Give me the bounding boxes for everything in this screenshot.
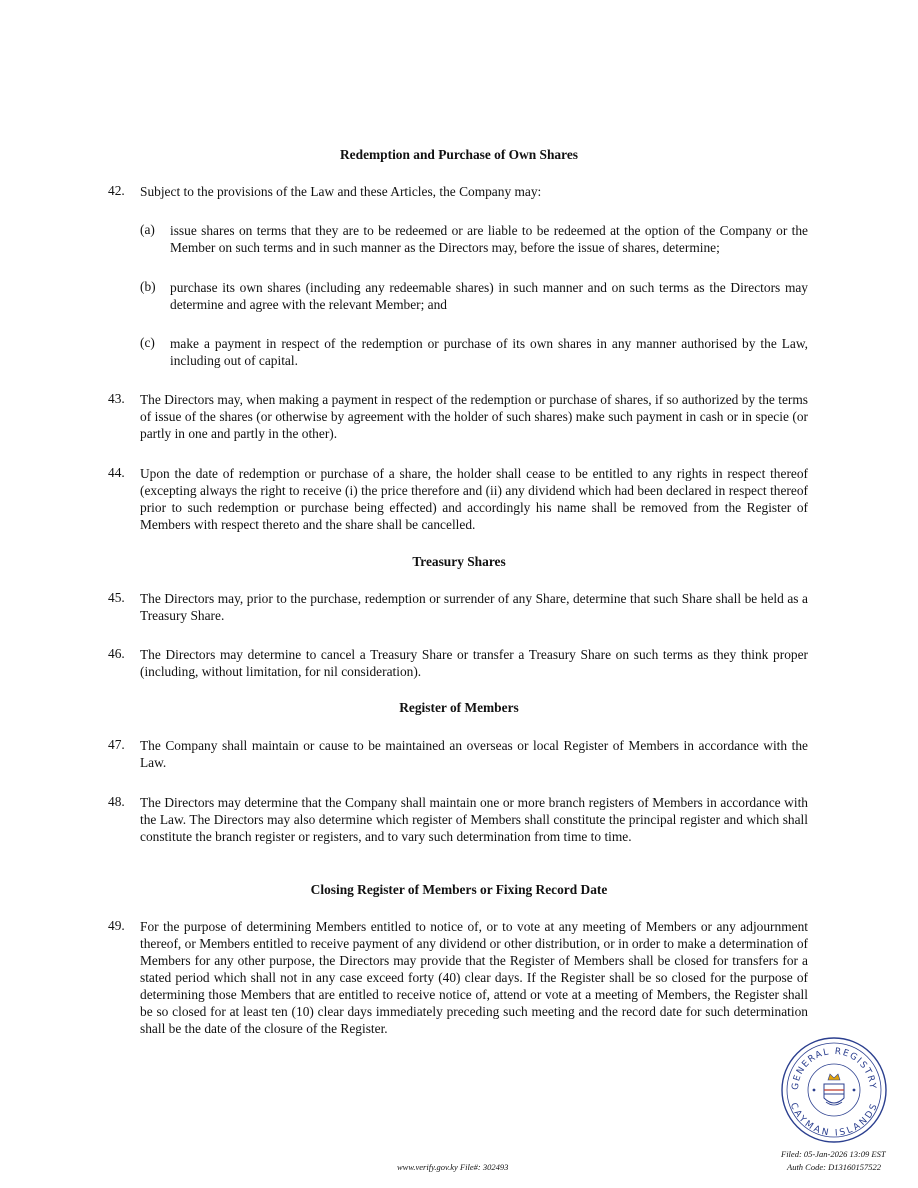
- item-text-b: purchase its own shares (including any redeemable shares) in such manner and on such terms as the Directors may determine and agree with the relevant Member; and: [170, 280, 808, 312]
- section-heading-closing: Closing Register of Members or Fixing Record Date: [310, 882, 608, 897]
- seal-bottom-text: CAYMAN ISLANDS: [787, 1101, 881, 1139]
- article-number-44: 44.: [108, 465, 125, 480]
- article-49-text: For the purpose of determining Members entitled to notice of, or to vote at any meeting of Members or any adjournment thereof, or Members entitled to receive payment of any dividend or other distribution, or in order to make a determination of Members for any other purpose, the Directors may provide that the Register of Members shall be closed for transfers for a stated period which shall not in any case exceed forty (40) clear days. If the Register shall be so closed for the purpose of determining those Members that are entitled to receive notice of, attend or vote at a meeting of Members, the Register shall be so closed for at least ten (10) clear days immediately preceding such meeting and the record date for such determination shall be the date of the closure of the Register.: [140, 919, 808, 1036]
- article-47-text: The Company shall maintain or cause to be maintained an overseas or local Register of Members in accordance with the Law.: [140, 738, 808, 770]
- article-45-text: The Directors may, prior to the purchase, redemption or surrender of any Share, determine that such Share shall be held as a Treasury Share.: [140, 591, 808, 623]
- article-number-46: 46.: [108, 646, 125, 661]
- general-registry-seal-icon: [780, 1036, 888, 1144]
- article-number-45: 45.: [108, 590, 125, 605]
- article-number-42: 42.: [108, 183, 125, 198]
- seal-top-text: GENERAL REGISTRY: [790, 1046, 878, 1091]
- article-number-49: 49.: [108, 918, 125, 933]
- article-number-47: 47.: [108, 737, 125, 752]
- article-44-text: Upon the date of redemption or purchase of a share, the holder shall cease to be entitled to any rights in respect thereof (excepting always the right to receive (i) the price therefore and (ii) any dividend which had been declared in respect thereof prior to such redemption or purchase being effected) and accordingly his name shall be removed from the Register of Members with respect thereto and the share shall be cancelled.: [140, 466, 808, 532]
- article-46-text: The Directors may determine to cancel a Treasury Share or transfer a Treasury Share on such terms as they think proper (including, without limitation, for nil consideration).: [140, 647, 808, 679]
- footer-verify-file: www.verify.gov.ky File#: 302493: [397, 1162, 509, 1172]
- item-label-b: (b): [140, 279, 156, 294]
- article-number-48: 48.: [108, 794, 125, 809]
- section-heading-register: Register of Members: [399, 700, 519, 715]
- item-text-c: make a payment in respect of the redemption or purchase of its own shares in any manner authorised by the Law, including out of capital.: [170, 336, 808, 368]
- article-48-text: The Directors may determine that the Company shall maintain one or more branch registers of Members in accordance with the Law. The Directors may also determine which register of Members shall constitute the principal register and which shall constitute the branch register or registers, and to vary such determination from time to time.: [140, 795, 808, 844]
- svg-text:CAYMAN ISLANDS: [788, 1102, 880, 1139]
- article-43-text: The Directors may, when making a payment in respect of the redemption or purchase of shares, if so authorized by the terms of issue of the shares (or otherwise by agreement with the holder of such shares) make such payment in cash or in specie (or partly in one and partly in the other).: [140, 392, 808, 441]
- article-42-text: Subject to the provisions of the Law and these Articles, the Company may:: [140, 184, 542, 199]
- section-heading-treasury: Treasury Shares: [412, 554, 506, 569]
- footer-filed-date: Filed: 05-Jan-2026 13:09 EST: [781, 1149, 886, 1159]
- article-number-43: 43.: [108, 391, 125, 406]
- footer-auth-code: Auth Code: D13160157522: [787, 1162, 881, 1172]
- section-heading-redemption: Redemption and Purchase of Own Shares: [340, 147, 578, 162]
- item-text-a: issue shares on terms that they are to be redeemed or are liable to be redeemed at the option of the Company or the Member on such terms and in such manner as the Directors may, before the issue of shares, determine;: [170, 223, 808, 255]
- item-label-a: (a): [140, 222, 155, 237]
- item-label-c: (c): [140, 335, 155, 350]
